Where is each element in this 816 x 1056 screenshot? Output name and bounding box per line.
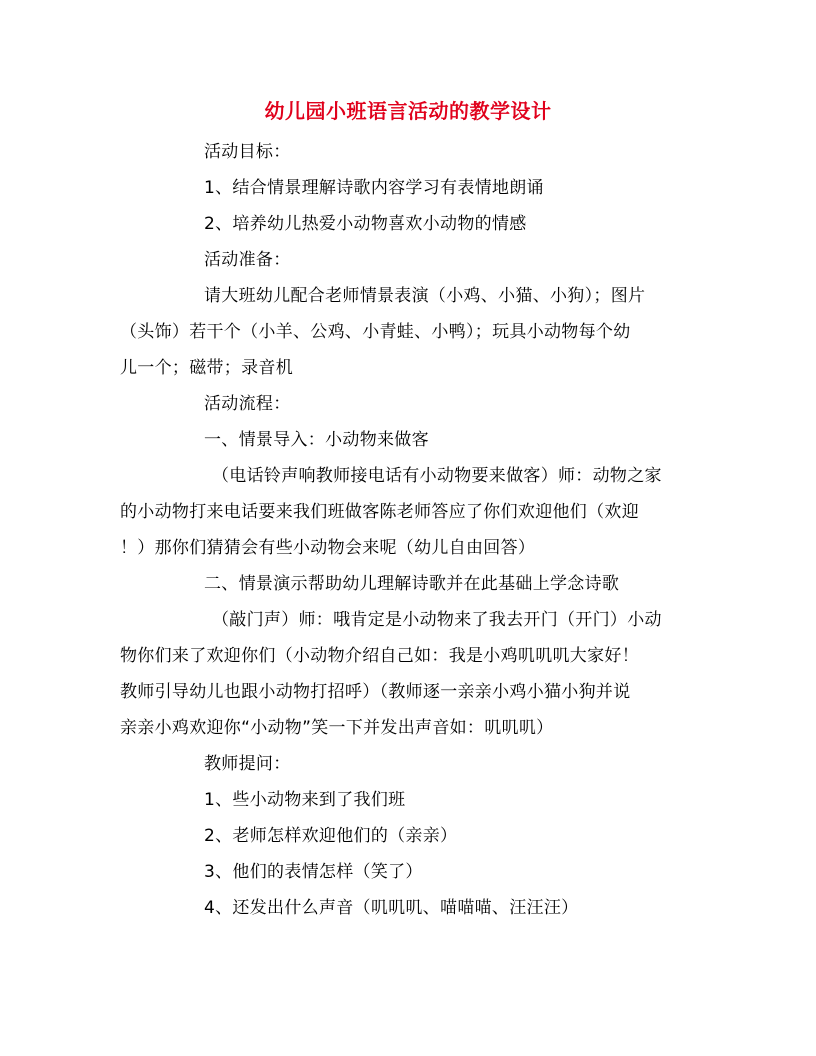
paragraph-line: 请大班幼儿配合老师情景表演（小鸡、小猫、小狗）；图片 [204,286,646,306]
goal-item-1: 1、结合情景理解诗歌内容学习有表情地朗诵 [204,178,544,198]
paragraph-line: 物你们来了欢迎你们（小动物介绍自己如：我是小鸡叽叽叽大家好！ [120,646,639,666]
section-heading-process: 活动流程： [204,394,291,414]
paragraph-line: （头饰）若干个（小羊、公鸡、小青蛙、小鸭）；玩具小动物每个幼 [120,322,631,342]
document-title: 幼儿园小班语言活动的教学设计 [264,99,552,123]
section-heading-goals: 活动目标： [204,142,291,162]
paragraph-line: 儿一个；磁带；录音机 [120,358,293,378]
section-heading-preparation: 活动准备： [204,250,291,270]
section-heading-questions: 教师提问： [204,754,291,774]
question-item-1: 1、些小动物来到了我们班 [204,790,406,810]
question-item-4: 4、还发出什么声音（叽叽叽、喵喵喵、汪汪汪） [204,898,579,918]
paragraph-line: （电话铃声响教师接电话有小动物要来做客）师：动物之家 [212,466,662,486]
question-item-3: 3、他们的表情怎样（笑了） [204,862,423,882]
paragraph-line: 的小动物打来电话要来我们班做客陈老师答应了你们欢迎他们（欢迎 [120,502,639,522]
question-item-2: 2、老师怎样欢迎他们的（亲亲） [204,826,458,846]
paragraph-line: 教师引导幼儿也跟小动物打招呼）（教师逐一亲亲小鸡小猫小狗并说 [120,682,631,702]
paragraph-line: 亲亲小鸡欢迎你“小动物”笑一下并发出声音如：叽叽叽） [120,718,554,738]
step-heading-2: 二、情景演示帮助幼儿理解诗歌并在此基础上学念诗歌 [204,574,620,594]
step-heading-1: 一、情景导入：小动物来做客 [204,430,429,450]
paragraph-line: ！）那你们猜猜会有些小动物会来呢（幼儿自由回答） [120,538,536,558]
paragraph-line: （敲门声）师：哦肯定是小动物来了我去开门（开门）小动 [212,610,662,630]
goal-item-2: 2、培养幼儿热爱小动物喜欢小动物的情感 [204,214,527,234]
